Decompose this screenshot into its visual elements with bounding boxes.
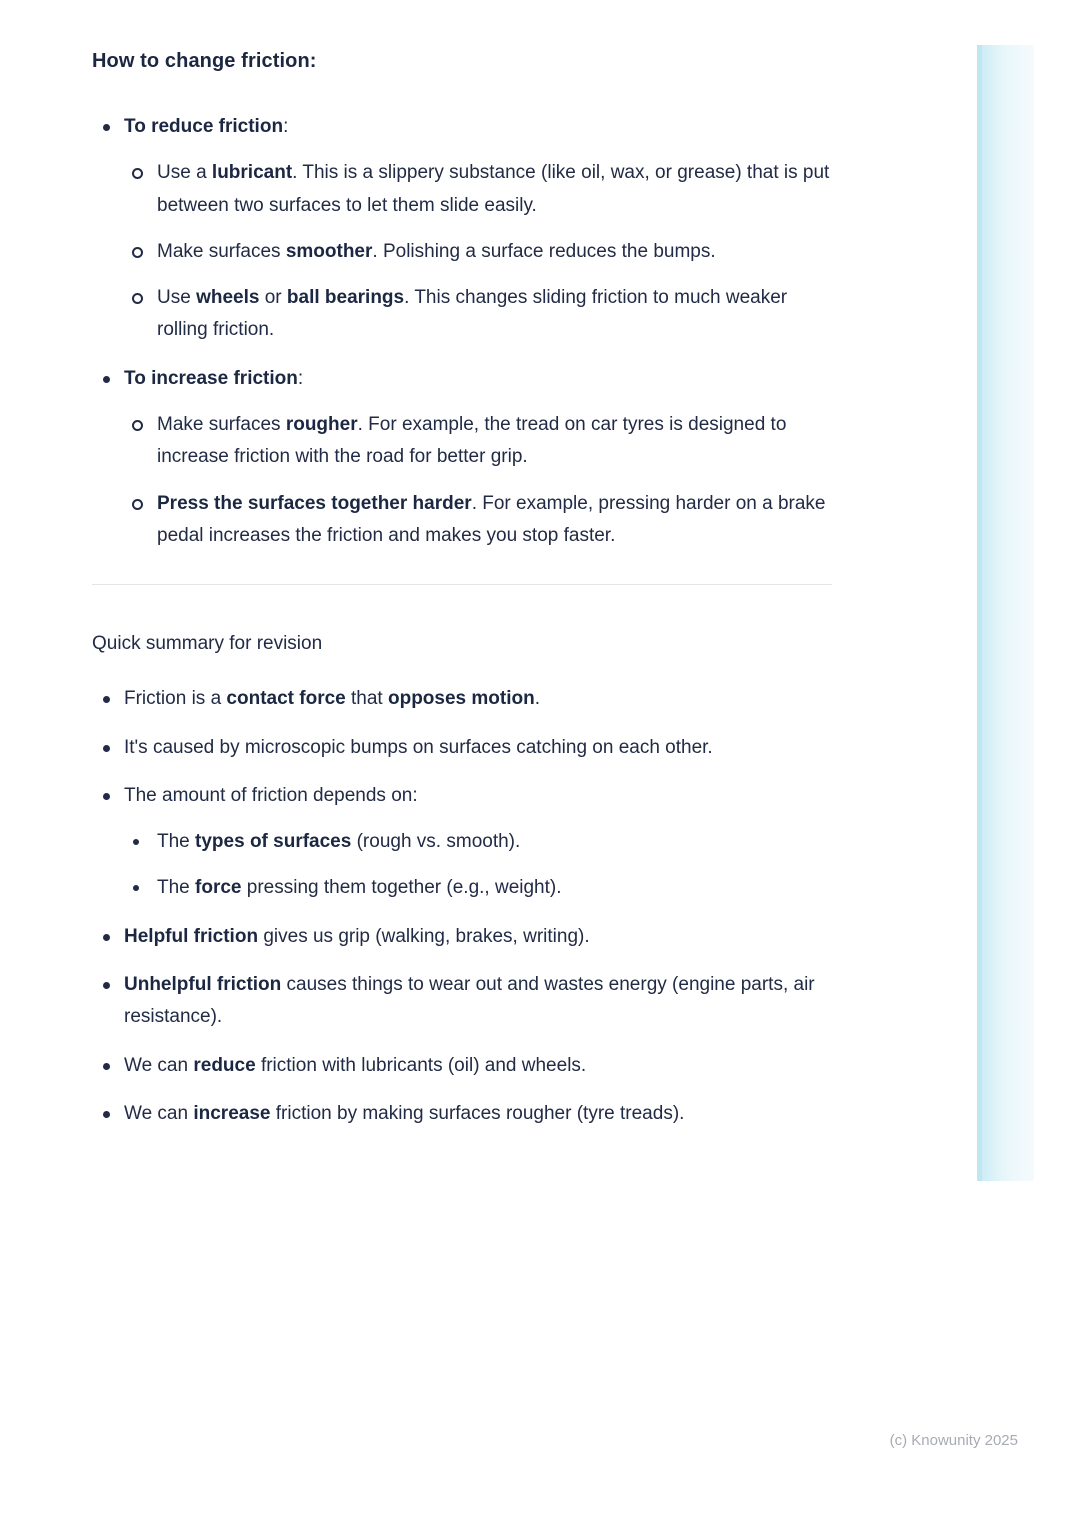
depends-on-sublist	[124, 826, 832, 905]
list-item	[124, 236, 832, 268]
list-item-label: To increase friction:	[124, 367, 304, 389]
list-item-text: Make surfaces smoother. Polishing a surface reduces the bumps.	[157, 240, 716, 262]
divider	[92, 584, 832, 585]
list-item	[92, 969, 832, 1034]
list-item-text: Unhelpful friction causes things to wear out and wastes energy (engine parts, air resistance).	[124, 974, 815, 1028]
list-item-text: We can increase friction by making surfaces rougher (tyre treads).	[124, 1102, 685, 1124]
list-item-text: Press the surfaces together harder. For example, pressing harder on a brake pedal increases the friction and makes you stop faster.	[157, 492, 826, 546]
document-content	[92, 50, 832, 1146]
list-item	[124, 872, 832, 904]
list-item-depends-on	[92, 780, 832, 905]
summary-heading: Quick summary for revision	[92, 633, 323, 655]
list-item-text: Make surfaces rougher. For example, the tread on car tyres is designed to increase friction with the road for better grip.	[157, 414, 787, 468]
increase-friction-sublist	[124, 409, 832, 552]
change-friction-list	[92, 111, 832, 552]
list-item-text: The types of surfaces (rough vs. smooth).	[157, 831, 521, 853]
list-item-text: Use wheels or ball bearings. This changes sliding friction to much weaker rolling friction.	[157, 287, 788, 341]
list-item-reduce-friction	[92, 111, 832, 347]
list-item-text: Helpful friction gives us grip (walking, brakes, writing).	[124, 925, 590, 947]
list-item-text: It's caused by microscopic bumps on surfaces catching on each other.	[124, 736, 713, 758]
right-accent-bar	[977, 45, 1034, 1181]
list-item-text: The force pressing them together (e.g., weight).	[157, 877, 562, 899]
list-item	[92, 921, 832, 953]
list-item-increase-friction	[92, 363, 832, 552]
footer-copyright: (c) Knowunity 2025	[889, 1432, 1018, 1449]
reduce-friction-sublist	[124, 157, 832, 346]
list-item-text: Friction is a contact force that opposes motion.	[124, 688, 540, 710]
list-item-label: To reduce friction:	[124, 116, 289, 137]
list-item-text: We can reduce friction with lubricants (oil) and wheels.	[124, 1054, 587, 1076]
summary-list	[92, 683, 832, 1130]
list-item	[124, 409, 832, 474]
list-item	[124, 157, 832, 222]
list-item	[92, 1098, 832, 1130]
section-heading-change-friction: How to change friction:	[92, 50, 317, 72]
list-item	[124, 488, 832, 553]
list-item	[124, 282, 832, 347]
list-item	[124, 826, 832, 858]
list-item	[92, 683, 832, 715]
list-item	[92, 1050, 832, 1082]
list-item-text: The amount of friction depends on:	[124, 784, 418, 806]
list-item	[92, 732, 832, 764]
list-item-text: Use a lubricant. This is a slippery substance (like oil, wax, or grease) that is put between two surfaces to let them slide easily.	[157, 162, 830, 216]
